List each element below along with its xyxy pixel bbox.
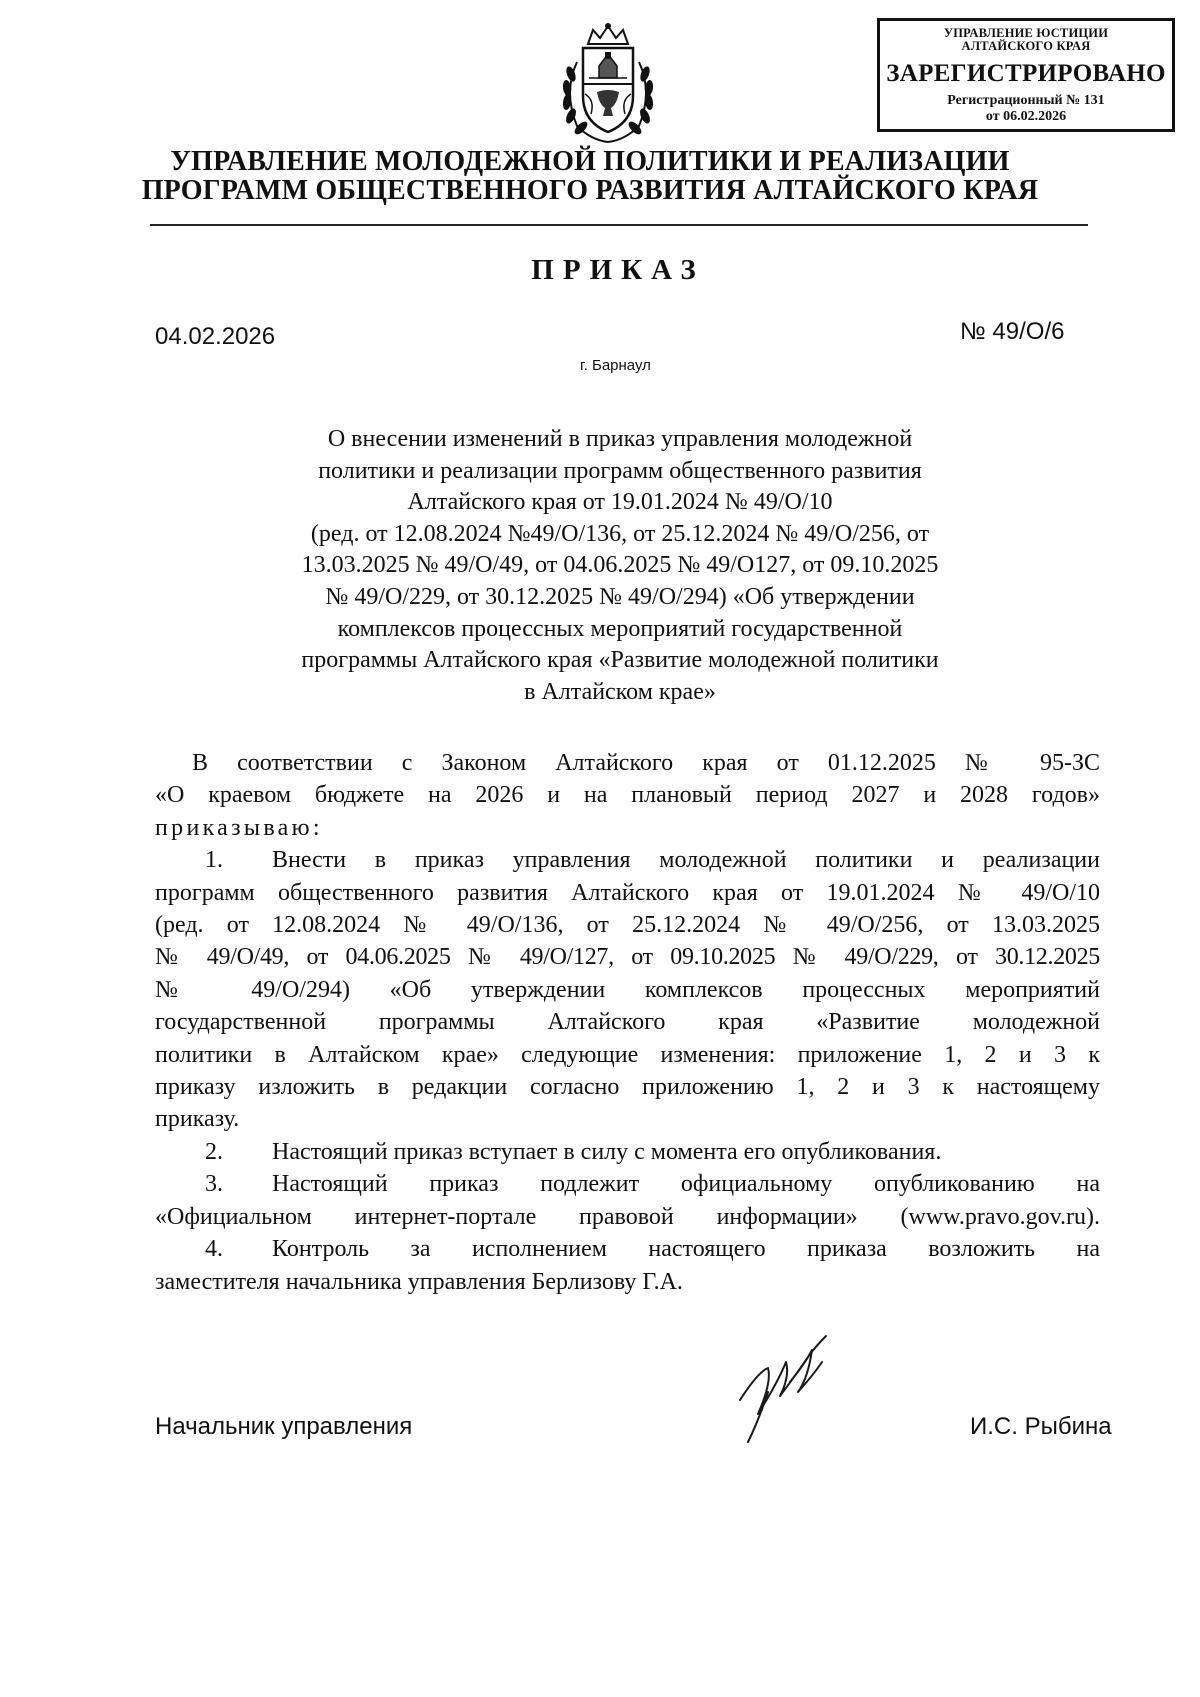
- subject-line: № 49/О/229, от 30.12.2025 № 49/О/294) «Об утверждении: [325, 583, 915, 610]
- item-text-line: № 49/О/294) «Об утверждении комплексов процессных мероприятий: [155, 976, 1100, 1003]
- signatory-position: Начальник управления: [155, 1413, 413, 1440]
- item-number: 1.: [205, 847, 223, 874]
- document-date: 04.02.2026: [155, 323, 276, 350]
- document-body: [155, 747, 1100, 1298]
- preamble-line: «О краевом бюджете на 2026 и на плановый период 2027 и 2028 годов»: [155, 782, 1100, 809]
- handwritten-signature-icon: [728, 1322, 848, 1446]
- document-city: г. Барнаул: [580, 357, 651, 374]
- subject-line: в Алтайском крае»: [524, 678, 716, 705]
- document-subject: [150, 424, 1090, 708]
- item-text-line: Внести в приказ управления молодежной политики и реализации: [272, 847, 1100, 874]
- document-number: № 49/О/6: [960, 318, 1065, 345]
- organization-name-line1: УПРАВЛЕНИЕ МОЛОДЕЖНОЙ ПОЛИТИКИ И РЕАЛИЗАЦИИ: [170, 146, 1010, 177]
- item-text-line: Настоящий приказ вступает в силу с момента его опубликования.: [272, 1138, 942, 1165]
- altai-krai-coat-of-arms-icon: [555, 22, 661, 148]
- preamble-line: В соответствии с Законом Алтайского края от 01.12.2025 № 95-ЗС: [192, 750, 1100, 776]
- registration-stamp: [877, 18, 1175, 132]
- item-3-first-line: [155, 1168, 1100, 1200]
- stamp-org-line2: АЛТАЙСКОГО КРАЯ: [961, 39, 1091, 54]
- item-text-line: Настоящий приказ подлежит официальному опубликованию на: [272, 1171, 1100, 1198]
- subject-line: 13.03.2025 № 49/О/49, от 04.06.2025 № 49/О127, от 09.10.2025: [301, 552, 939, 579]
- item-text-line: программ общественного развития Алтайского края от 19.01.2024 № 49/О/10: [155, 879, 1100, 906]
- order-word: приказываю:: [155, 814, 323, 841]
- organization-name-line2: ПРОГРАММ ОБЩЕСТВЕННОГО РАЗВИТИЯ АЛТАЙСКОГО КРАЯ: [141, 175, 1039, 206]
- item-number: 3.: [205, 1171, 223, 1198]
- item-text-line: (ред. от 12.08.2024 № 49/О/136, от 25.12.2024 № 49/О/256, от 13.03.2025: [155, 912, 1100, 939]
- item-text-line: заместителя начальника управления Берлизову Г.А.: [155, 1268, 683, 1295]
- subject-line: Алтайского края от 19.01.2024 № 49/О/10: [407, 489, 833, 516]
- item-text-line: политики в Алтайском крае» следующие изменения: приложение 1, 2 и 3 к: [155, 1041, 1100, 1068]
- document-type-title: ПРИКАЗ: [531, 254, 705, 286]
- item-number: 4.: [205, 1236, 223, 1263]
- item-text-line: приказу.: [155, 1106, 240, 1133]
- item-text-line: государственной программы Алтайского края «Развитие молодежной: [155, 1009, 1100, 1036]
- signatory-name: И.С. Рыбина: [970, 1413, 1112, 1440]
- stamp-title: ЗАРЕГИСТРИРОВАНО: [886, 60, 1166, 88]
- subject-line: политики и реализации программ общественного развития: [318, 457, 922, 484]
- subject-line: О внесении изменений в приказ управления молодежной: [327, 426, 913, 452]
- header-divider: [150, 224, 1088, 226]
- stamp-registration-number: Регистрационный № 131: [947, 92, 1105, 108]
- item-text-line: № 49/О/49, от 04.06.2025 № 49/О/127, от 09.10.2025 № 49/О/229, от 30.12.2025: [155, 944, 1100, 971]
- item-2-line: [155, 1136, 1100, 1168]
- item-text-line: Контроль за исполнением настоящего приказа возложить на: [272, 1236, 1100, 1263]
- subject-line: комплексов процессных мероприятий государственной: [337, 615, 903, 642]
- subject-line: программы Алтайского края «Развитие молодежной политики: [301, 647, 939, 674]
- item-4-first-line: [155, 1233, 1100, 1265]
- item-text-line: приказу изложить в редакции согласно приложению 1, 2 и 3 к настоящему: [155, 1074, 1100, 1101]
- subject-line: (ред. от 12.08.2024 №49/О/136, от 25.12.2024 № 49/О/256, от: [310, 520, 930, 547]
- stamp-registration-date: от 06.02.2026: [985, 109, 1067, 125]
- item-text-line: «Официальном интернет-портале правовой информации» (www.pravo.gov.ru).: [155, 1203, 1100, 1230]
- item-1-first-line: [155, 844, 1100, 876]
- item-number: 2.: [205, 1138, 223, 1165]
- stamp-org-line1: УПРАВЛЕНИЕ ЮСТИЦИИ: [943, 26, 1109, 40]
